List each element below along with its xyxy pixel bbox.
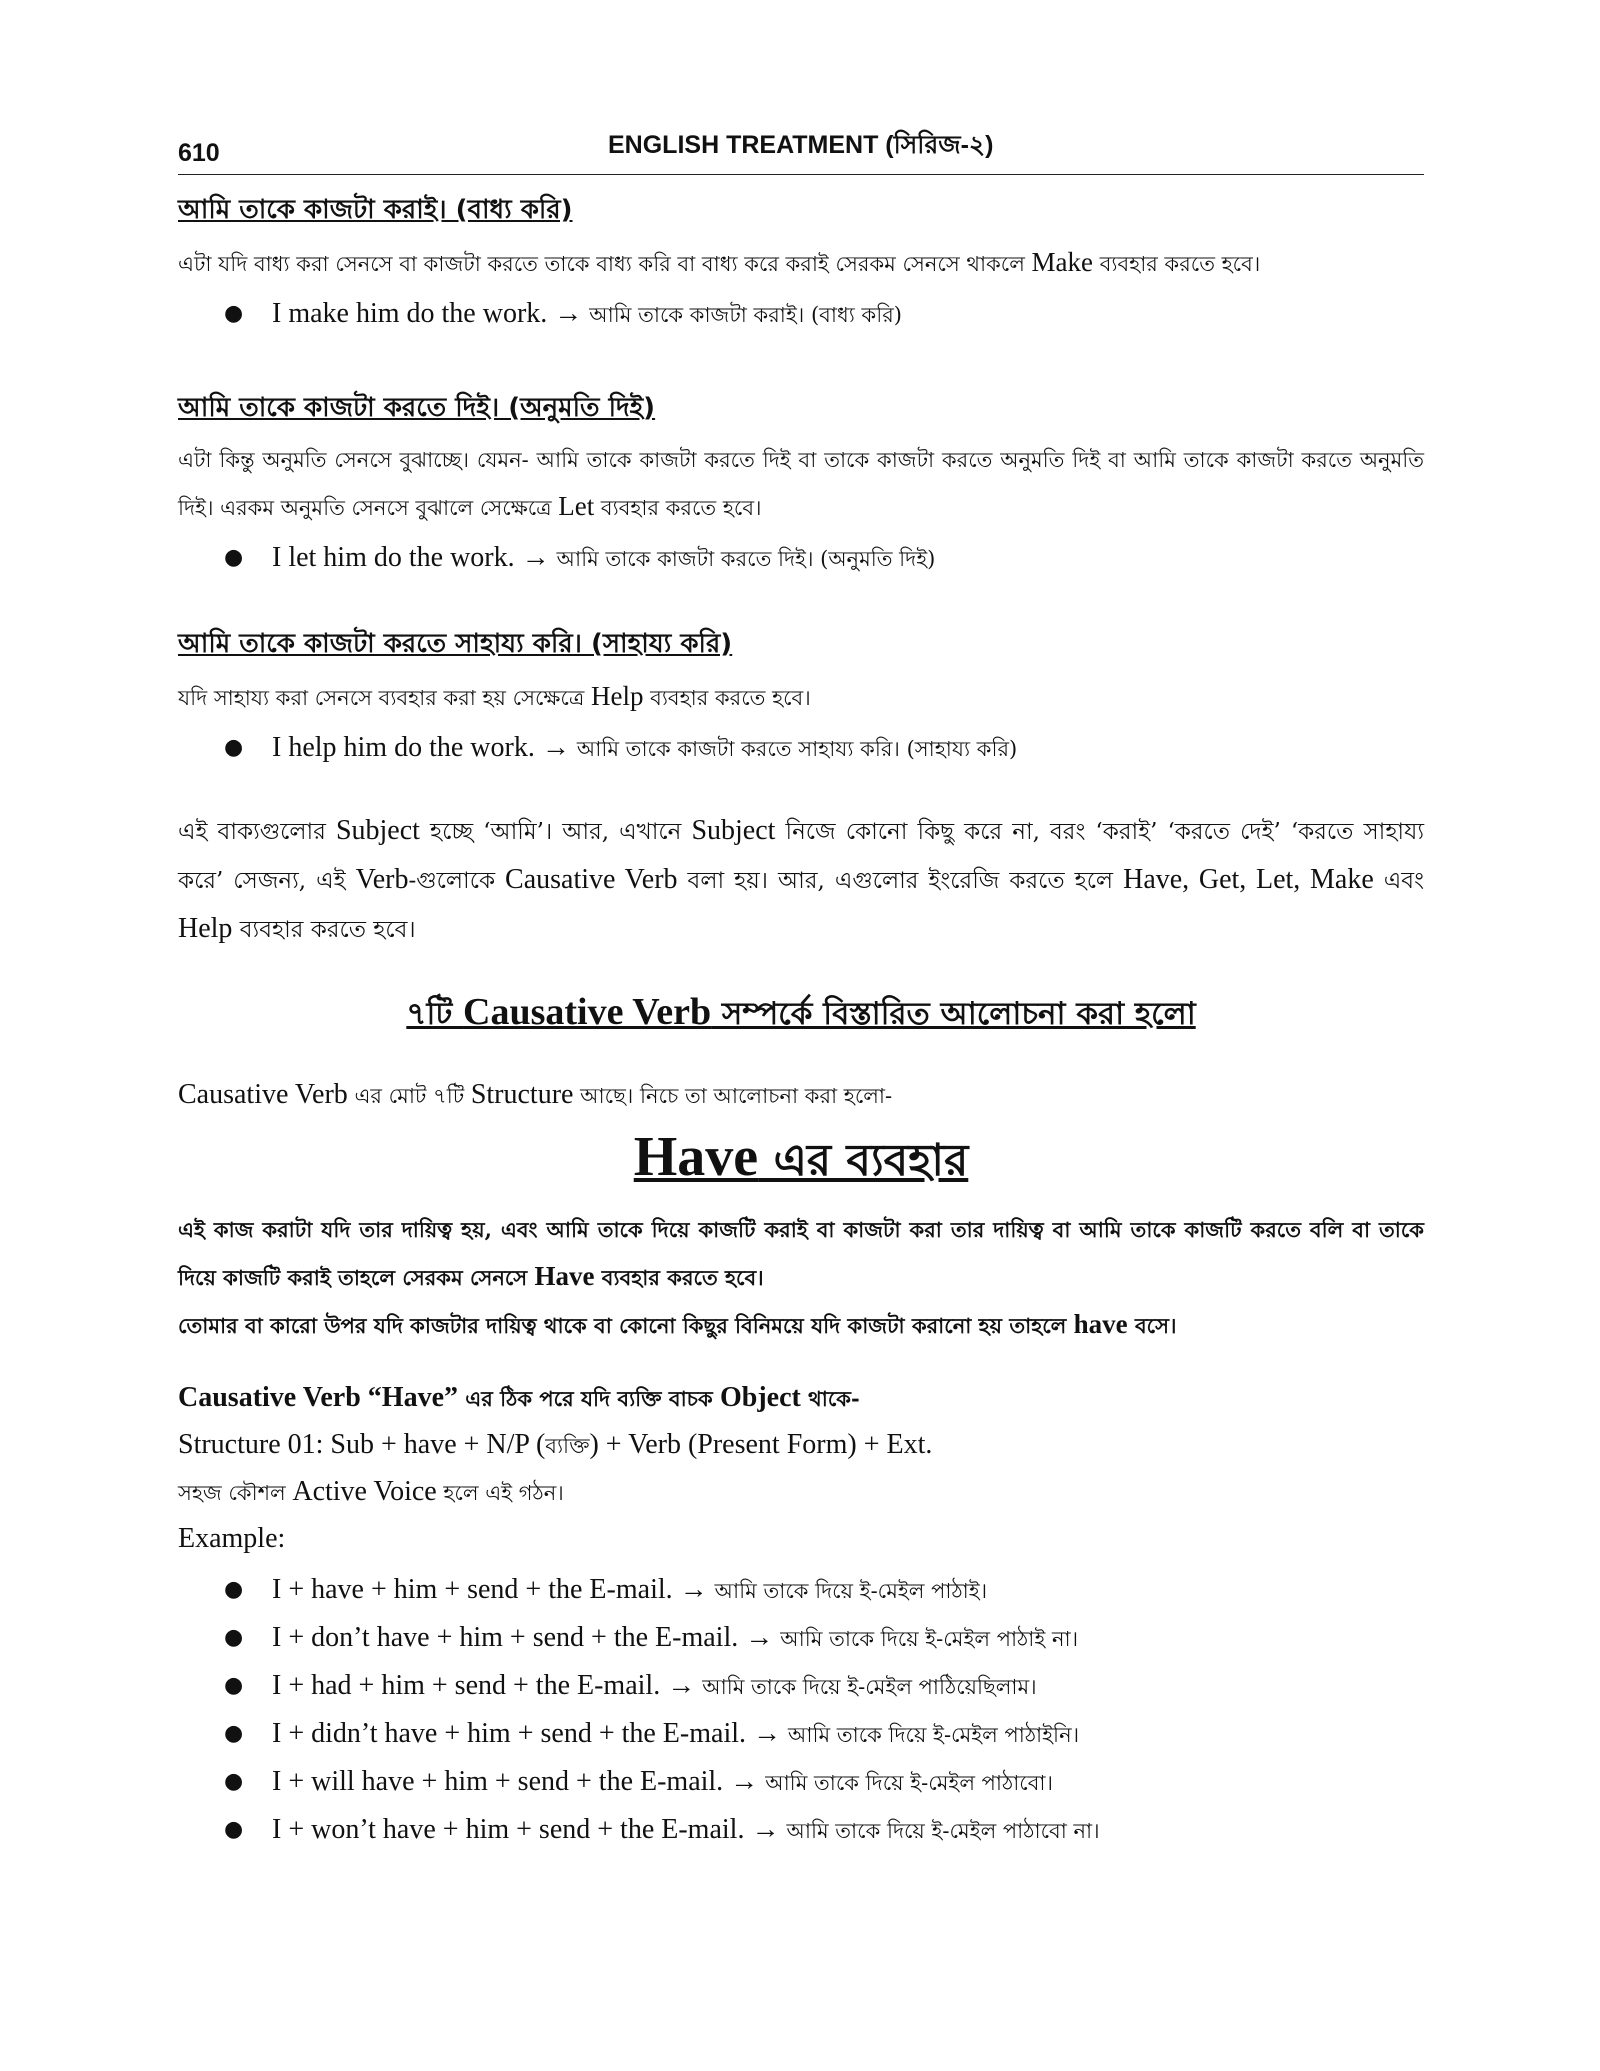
list-item: ● I + didn’t have + him + send + the E-mail. → আমি তাকে দিয়ে ই-মেইল পাঠাইনি। [178,1711,1424,1759]
page-number: 610 [178,139,220,167]
bullet-icon: ● [224,1769,244,1794]
structure-label: Causative Verb “Have” এর ঠিক পরে যদি ব্যক্তি বাচক Object থাকে- [178,1382,860,1413]
structure-formula: Structure 01: Sub + have + N/P (ব্যক্তি) + Verb (Present Form) + Ext. [178,1429,933,1460]
bullet-icon: ● [224,1673,244,1698]
document-page [178,128,1424,1855]
let-example-list [178,535,1424,583]
intro-line: Causative Verb এর মোট ৭টি Structure আছে। নিচে তা আলোচনা করা হলো- [178,1079,893,1110]
page-header [178,128,1424,175]
have-example-list [178,1567,1424,1855]
let-paragraph: এটা কিন্তু অনুমতি সেনসে বুঝাচ্ছে। যেমন- আমি তাকে কাজটা করতে দিই বা তাকে কাজটা করতে অনুমতি দিই বা আমি তাকে কাজটা করতে অনুমতি দিই। এরকম অনুমতি সেনসে বুঝালে সেক্ষেত্রে Let ব্যবহার করতে হবে। [178,448,1424,521]
list-item: ● I make him do the work. → আমি তাকে কাজটা করাই। (বাধ্য করি) [178,291,1424,339]
section-title: ৭টি Causative Verb সম্পর্কে বিস্তারিত আলোচনা করা হলো [406,991,1196,1033]
help-heading: আমি তাকে কাজটা করতে সাহায্য করি। (সাহায্য করি) [178,629,733,659]
list-item: ● I help him do the work. → আমি তাকে কাজটা করতে সাহায্য করি। (সাহায্য করি) [178,725,1424,773]
help-example-list [178,725,1424,773]
bullet-icon: ● [224,1577,244,1602]
list-item: ● I + have + him + send + the E-mail. → আমি তাকে দিয়ে ই-মেইল পাঠাই। [178,1567,1424,1615]
have-description-2: তোমার বা কারো উপর যদি কাজটার দায়িত্ব থাকে বা কোনো কিছুর বিনিময়ে যদি কাজটা করানো হয় তাহলে have বসে। [178,1309,1177,1339]
list-item: ● I + had + him + send + the E-mail. → আমি তাকে দিয়ে ই-মেইল পাঠিয়েছিলাম। [178,1663,1424,1711]
make-heading: আমি তাকে কাজটা করাই। (বাধ্য করি) [178,195,573,225]
summary-paragraph: এই বাক্যগুলোর Subject হচ্ছে ‘আমি’। আর, এখানে Subject নিজে কোনো কিছু করে না, বরং ‘করাই’ ‘করতে দেই’ ‘করতে সাহায্য করে’ সেজন্য, এই Verb-গুলোকে Causative Verb বলা হয়। আর, এগুলোর ইংরেজি করতে হলে Have, Get, Let, Make এবং Help ব্যবহার করতে হবে। [178,815,1425,944]
bullet-icon: ● [224,301,244,326]
list-item: ● I + will have + him + send + the E-mail. → আমি তাকে দিয়ে ই-মেইল পাঠাবো। [178,1759,1424,1807]
have-title: Have এর ব্যবহার [633,1126,969,1188]
help-paragraph: যদি সাহায্য করা সেনসে ব্যবহার করা হয় সেক্ষেত্রে Help ব্যবহার করতে হবে। [178,681,811,711]
bullet-icon: ● [224,1721,244,1746]
list-item: ● I let him do the work. → আমি তাকে কাজটা করতে দিই। (অনুমতি দিই) [178,535,1424,583]
bullet-icon: ● [224,1625,244,1650]
bullet-icon: ● [224,1817,244,1842]
bullet-icon: ● [224,545,244,570]
list-item: ● I + won’t have + him + send + the E-mail. → আমি তাকে দিয়ে ই-মেইল পাঠাবো না। [178,1807,1424,1855]
book-title: ENGLISH TREATMENT (সিরিজ-২) [608,131,994,159]
make-paragraph: এটা যদি বাধ্য করা সেনসে বা কাজটা করতে তাকে বাধ্য করি বা বাধ্য করে করাই সেরকম সেনসে থাকলে Make ব্যবহার করতে হবে। [178,247,1261,277]
let-heading: আমি তাকে কাজটা করতে দিই। (অনুমতি দিই) [178,393,656,423]
bullet-icon: ● [224,735,244,760]
list-item: ● I + don’t have + him + send + the E-mail. → আমি তাকে দিয়ে ই-মেইল পাঠাই না। [178,1615,1424,1663]
make-example-list [178,291,1424,339]
example-label: Example: [178,1523,286,1554]
structure-tip: সহজ কৌশল Active Voice হলে এই গঠন। [178,1476,564,1507]
have-description-1: এই কাজ করাটা যদি তার দায়িত্ব হয়, এবং আমি তাকে দিয়ে কাজটি করাই বা কাজটা করা তার দায়িত্ব বা আমি তাকে কাজটি করতে বলি বা তাকে দিয়ে কাজটি করাই তাহলে সেরকম সেনসে Have ব্যবহার করতে হবে। [178,1217,1424,1291]
